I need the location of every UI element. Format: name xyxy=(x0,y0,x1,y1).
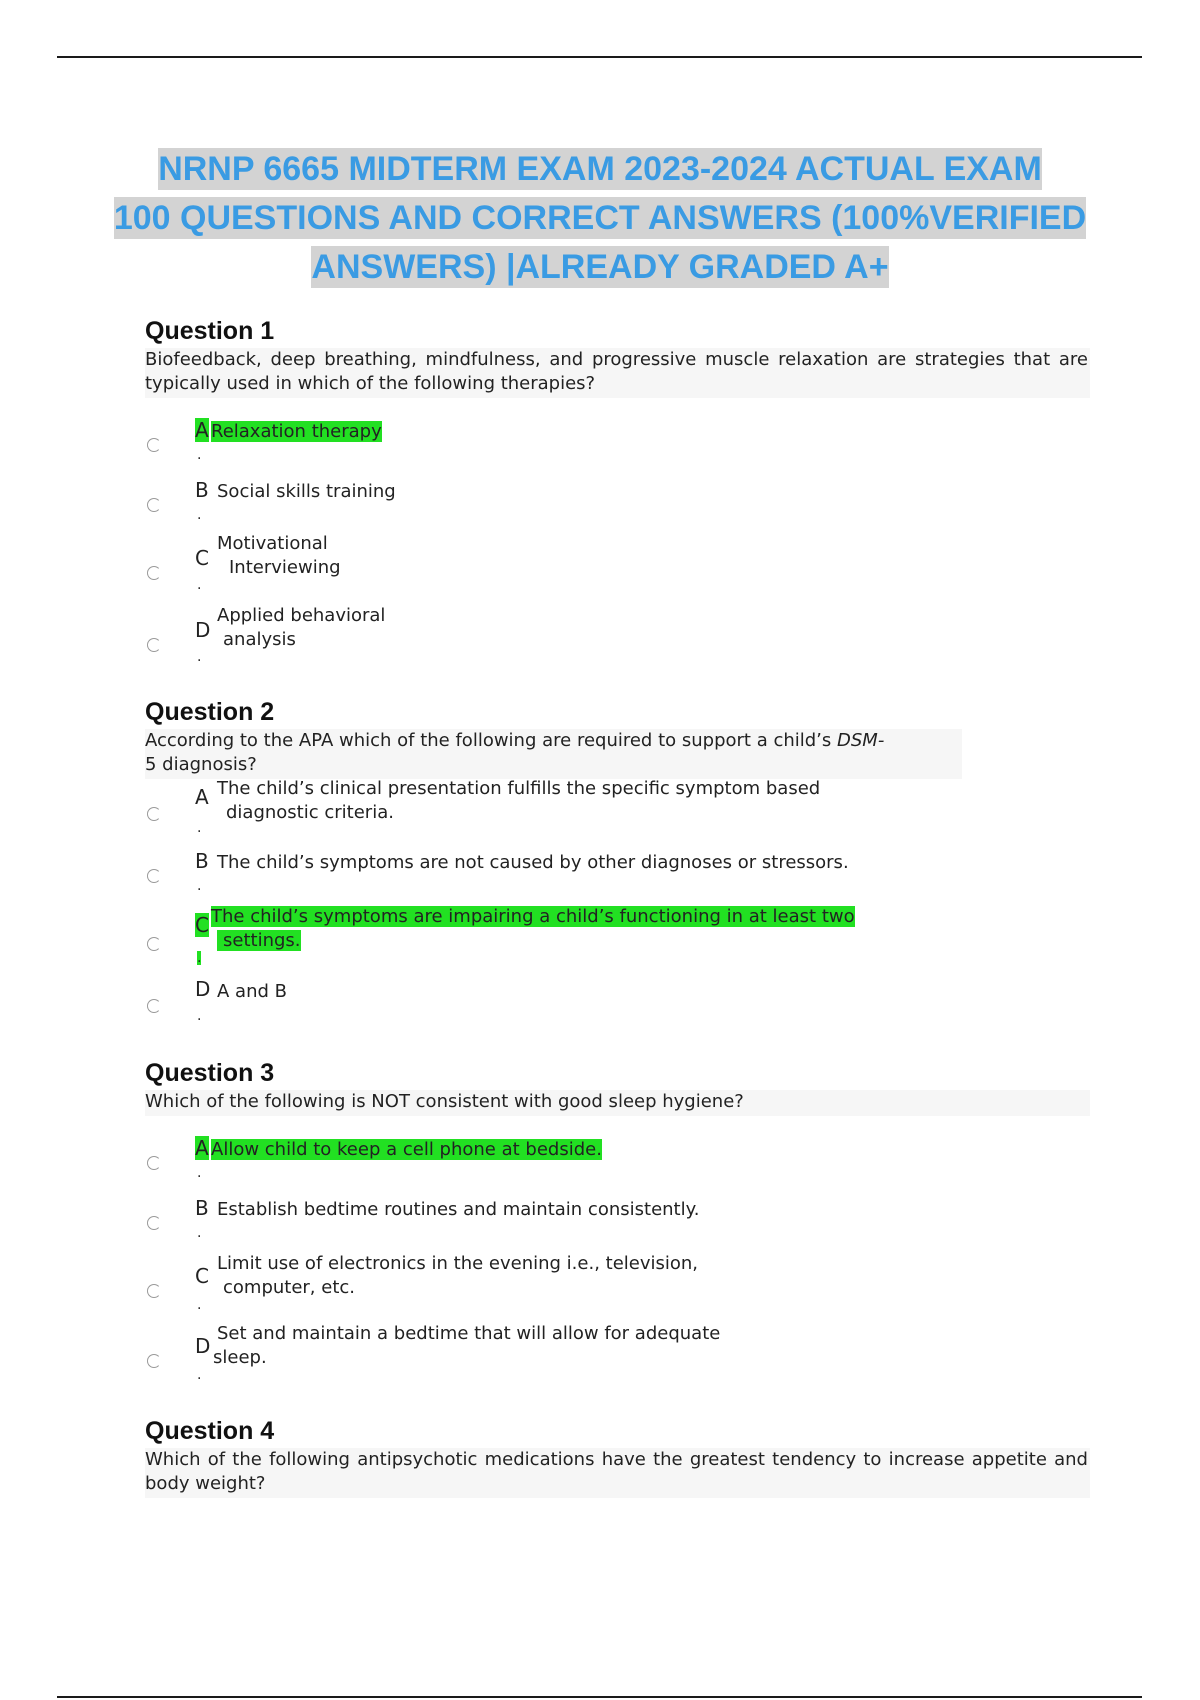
option-dot: . xyxy=(197,1165,202,1181)
radio-button[interactable] xyxy=(147,1156,161,1170)
option-text-line-2: Interviewing xyxy=(229,557,341,578)
question-text-part-1: According to the APA which of the following are required to support a child’s xyxy=(145,730,838,751)
option-letter: D xyxy=(195,977,211,1001)
option-text: Establish bedtime routines and maintain consistently. xyxy=(217,1199,700,1220)
bottom-rule xyxy=(57,1696,1142,1698)
question-text xyxy=(145,729,962,779)
question-2 xyxy=(145,697,1090,1024)
option-text-line-1: The child’s clinical presentation fulfills the specific symptom based xyxy=(217,778,821,799)
option-text: A and B xyxy=(217,981,287,1002)
question-1 xyxy=(145,316,1090,665)
option-dot: . xyxy=(197,447,202,463)
option-letter: D xyxy=(195,618,211,642)
option-letter: A xyxy=(195,785,209,809)
option-letter: B xyxy=(195,478,209,502)
option-dot: . xyxy=(197,577,202,593)
question-heading: Question 3 xyxy=(145,1059,275,1087)
option-text-line-2: computer, etc. xyxy=(223,1277,356,1298)
question-heading: Question 4 xyxy=(145,1417,275,1445)
option-text xyxy=(217,1252,698,1300)
option-text: Allow child to keep a cell phone at bedside. xyxy=(211,1139,602,1160)
option-text xyxy=(217,532,341,580)
question-4 xyxy=(145,1416,1090,1498)
question-text: Biofeedback, deep breathing, mindfulness, and progressive muscle relaxation are strategies that are typically used in which of the following therapies? xyxy=(145,348,1090,398)
option-letter: B xyxy=(195,849,209,873)
radio-button[interactable] xyxy=(147,638,161,652)
question-text-italic: DSM- xyxy=(837,730,885,751)
option-text-line-1: Set and maintain a bedtime that will allow for adequate xyxy=(217,1323,721,1344)
radio-button[interactable] xyxy=(147,999,161,1013)
option-letter: D xyxy=(195,1334,211,1358)
title-line-2: 100 QUESTIONS AND CORRECT ANSWERS (100%VERIFIED xyxy=(113,199,1087,237)
option-letter: A xyxy=(195,1136,209,1160)
option-text-line-2: analysis xyxy=(223,629,296,650)
option-dot: . xyxy=(197,950,202,966)
option-text: The child’s symptoms are not caused by other diagnoses or stressors. xyxy=(217,852,849,873)
option-text xyxy=(217,777,820,825)
option-letter: C xyxy=(195,1264,209,1288)
title-line-3: ANSWERS) |ALREADY GRADED A+ xyxy=(311,248,889,286)
option-text-line-2: diagnostic criteria. xyxy=(226,802,394,823)
option-text xyxy=(213,1322,721,1370)
top-rule xyxy=(57,56,1142,58)
option-text-line-1: Applied behavioral xyxy=(217,605,386,626)
question-3 xyxy=(145,1058,1090,1383)
option-dot: . xyxy=(197,1008,202,1024)
radio-button[interactable] xyxy=(147,1354,161,1368)
option-letter: A xyxy=(195,418,209,442)
option-dot: . xyxy=(197,507,202,523)
option-dot: . xyxy=(197,1367,202,1383)
option-dot: . xyxy=(197,1297,202,1313)
option-text: Social skills training xyxy=(217,481,396,502)
option-letter: C xyxy=(195,913,209,937)
option-dot: . xyxy=(197,878,202,894)
radio-button[interactable] xyxy=(147,566,161,580)
option-dot: . xyxy=(197,1225,202,1241)
question-text: Which of the following is NOT consistent with good sleep hygiene? xyxy=(145,1090,1090,1116)
question-heading: Question 1 xyxy=(145,317,275,345)
document-title xyxy=(100,145,1100,292)
radio-button[interactable] xyxy=(147,807,161,821)
radio-button[interactable] xyxy=(147,1216,161,1230)
option-dot: . xyxy=(197,649,202,665)
radio-button[interactable] xyxy=(147,1284,161,1298)
option-letter: B xyxy=(195,1196,209,1220)
option-text xyxy=(211,905,855,953)
option-text xyxy=(217,604,385,652)
option-text-line-1: Limit use of electronics in the evening i.e., television, xyxy=(217,1253,699,1274)
option-text-line-2: sleep. xyxy=(213,1347,267,1368)
title-line-1: NRNP 6665 MIDTERM EXAM 2023-2024 ACTUAL EXAM xyxy=(158,150,1042,188)
option-text-line-2: settings. xyxy=(217,930,301,951)
option-text-line-1: The child’s symptoms are impairing a child’s functioning in at least two xyxy=(211,906,855,927)
radio-button[interactable] xyxy=(147,869,161,883)
radio-button[interactable] xyxy=(147,438,161,452)
option-dot: . xyxy=(197,820,202,836)
question-text-part-2: 5 diagnosis? xyxy=(145,754,257,775)
radio-button[interactable] xyxy=(147,937,161,951)
option-text-line-1: Motivational xyxy=(217,533,328,554)
radio-button[interactable] xyxy=(147,498,161,512)
question-heading: Question 2 xyxy=(145,698,275,726)
option-text: Relaxation therapy xyxy=(211,421,382,442)
option-letter: C xyxy=(195,546,209,570)
question-text: Which of the following antipsychotic medications have the greatest tendency to increase appetite and body weight? xyxy=(145,1448,1090,1498)
